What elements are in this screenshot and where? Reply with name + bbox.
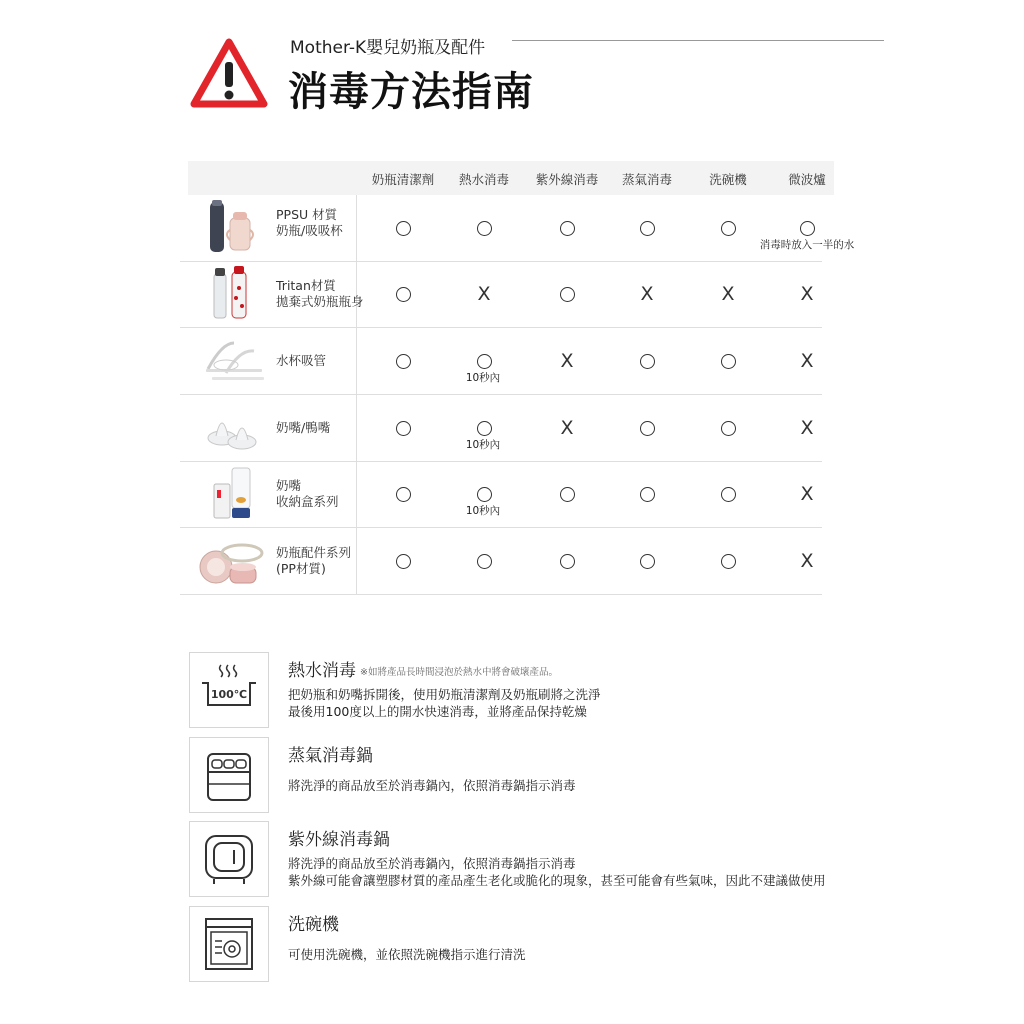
cross-mark: X bbox=[560, 417, 574, 439]
hot-water-pot-icon bbox=[189, 652, 269, 728]
method-description-line: 紫外線可能會讓塑膠材質的產品產生老化或脆化的現象，甚至可能會有些氣味，因此不建議做使用 bbox=[288, 873, 826, 888]
row-label-line: 水杯吸管 bbox=[276, 353, 327, 368]
circle-mark bbox=[477, 221, 492, 236]
column-divider bbox=[356, 395, 357, 461]
nipple-image bbox=[196, 400, 266, 456]
cross-mark: X bbox=[800, 350, 814, 372]
row-label bbox=[276, 478, 339, 510]
circle-mark bbox=[560, 554, 575, 569]
circle-mark bbox=[721, 354, 736, 369]
ppsu-bottle-image bbox=[196, 200, 266, 256]
method-description bbox=[288, 855, 826, 889]
method-description bbox=[288, 777, 576, 794]
row-label-line: 奶瓶配件系列 bbox=[276, 545, 352, 560]
circle-mark bbox=[560, 221, 575, 236]
method-description-line: 將洗淨的商品放至於消毒鍋內，依照消毒鍋指示消毒 bbox=[288, 856, 576, 871]
straw-image bbox=[196, 333, 266, 389]
column-divider bbox=[356, 461, 357, 527]
circle-mark bbox=[477, 354, 492, 369]
row-label-line: (PP材質) bbox=[276, 561, 326, 576]
row-divider bbox=[180, 394, 822, 395]
cross-mark: X bbox=[640, 283, 654, 305]
row-divider bbox=[180, 261, 822, 262]
method-title: 熱水消毒 bbox=[288, 661, 356, 681]
row-divider bbox=[180, 327, 822, 328]
method-note: ※如將產品長時間浸泡於熱水中將會破壞產品。 bbox=[360, 667, 558, 678]
cross-mark: X bbox=[800, 283, 814, 305]
row-label-line: Tritan材質 bbox=[276, 278, 336, 293]
column-header: 微波爐 bbox=[788, 172, 826, 187]
method-title: 蒸氣消毒鍋 bbox=[288, 746, 373, 766]
method-description-line: 最後用100度以上的開水快速消毒，並將產品保持乾燥 bbox=[288, 704, 587, 719]
row-divider bbox=[180, 461, 822, 462]
cell-note: 10秒內 bbox=[465, 505, 501, 517]
cross-mark: X bbox=[721, 283, 735, 305]
row-label bbox=[276, 545, 351, 577]
cross-mark: X bbox=[560, 350, 574, 372]
row-divider bbox=[180, 527, 822, 528]
brand-subtitle: Mother-K嬰兒奶瓶及配件 bbox=[290, 38, 486, 58]
method-title: 紫外線消毒鍋 bbox=[288, 830, 390, 850]
method-description bbox=[288, 946, 526, 963]
row-label-line: 奶嘴 bbox=[276, 478, 302, 493]
circle-mark bbox=[721, 554, 736, 569]
cross-mark: X bbox=[800, 417, 814, 439]
dishwasher-icon bbox=[189, 906, 269, 982]
method-description bbox=[288, 686, 601, 720]
method-description-line: 可使用洗碗機，並依照洗碗機指示進行清洗 bbox=[288, 947, 526, 962]
cell-note: 10秒內 bbox=[465, 372, 501, 384]
circle-mark bbox=[560, 487, 575, 502]
column-divider bbox=[356, 195, 357, 261]
steam-sterilizer-icon bbox=[189, 737, 269, 813]
row-label bbox=[276, 207, 343, 239]
column-header: 奶瓶清潔劑 bbox=[371, 172, 435, 187]
row-label bbox=[276, 278, 364, 310]
row-label-line: 奶瓶/吸吸杯 bbox=[276, 223, 343, 238]
circle-mark bbox=[396, 354, 411, 369]
method-description-line: 把奶瓶和奶嘴拆開後，使用奶瓶清潔劑及奶瓶刷將之洗淨 bbox=[288, 687, 601, 702]
column-header: 洗碗機 bbox=[709, 172, 747, 187]
svg-text:100℃: 100℃ bbox=[210, 688, 248, 701]
storage-box-image bbox=[196, 466, 266, 522]
cell-note: 消毒時放入一半的水 bbox=[759, 239, 855, 251]
circle-mark bbox=[640, 354, 655, 369]
circle-mark bbox=[396, 287, 411, 302]
cell-note: 10秒內 bbox=[465, 439, 501, 451]
row-label-line: 奶嘴/鴨嘴 bbox=[276, 420, 331, 435]
circle-mark bbox=[640, 421, 655, 436]
circle-mark bbox=[396, 554, 411, 569]
page-title: 消毒方法指南 bbox=[288, 69, 534, 115]
cross-mark: X bbox=[800, 550, 814, 572]
circle-mark bbox=[396, 487, 411, 502]
column-divider bbox=[356, 328, 357, 394]
row-divider bbox=[180, 594, 822, 595]
circle-mark bbox=[640, 554, 655, 569]
circle-mark bbox=[560, 287, 575, 302]
circle-mark bbox=[640, 221, 655, 236]
circle-mark bbox=[396, 421, 411, 436]
cross-mark: X bbox=[800, 483, 814, 505]
method-description-line: 將洗淨的商品放至於消毒鍋內，依照消毒鍋指示消毒 bbox=[288, 778, 576, 793]
row-label bbox=[276, 353, 326, 369]
circle-mark bbox=[396, 221, 411, 236]
column-header: 熱水消毒 bbox=[458, 172, 510, 187]
uv-sterilizer-icon bbox=[189, 821, 269, 897]
circle-mark bbox=[477, 554, 492, 569]
row-label bbox=[276, 420, 330, 436]
column-header: 紫外線消毒 bbox=[535, 172, 599, 187]
circle-mark bbox=[721, 421, 736, 436]
accessory-image bbox=[196, 533, 266, 589]
tritan-bottle-image bbox=[196, 266, 266, 322]
column-header: 蒸氣消毒 bbox=[621, 172, 673, 187]
circle-mark bbox=[640, 487, 655, 502]
circle-mark bbox=[800, 221, 815, 236]
circle-mark bbox=[477, 421, 492, 436]
method-title: 洗碗機 bbox=[288, 915, 339, 935]
circle-mark bbox=[477, 487, 492, 502]
cross-mark: X bbox=[477, 283, 491, 305]
row-label-line: PPSU 材質 bbox=[276, 207, 338, 222]
column-divider bbox=[356, 528, 357, 594]
row-label-line: 拋棄式奶瓶瓶身 bbox=[276, 294, 364, 309]
circle-mark bbox=[721, 221, 736, 236]
row-label-line: 收納盒系列 bbox=[276, 494, 339, 509]
circle-mark bbox=[721, 487, 736, 502]
